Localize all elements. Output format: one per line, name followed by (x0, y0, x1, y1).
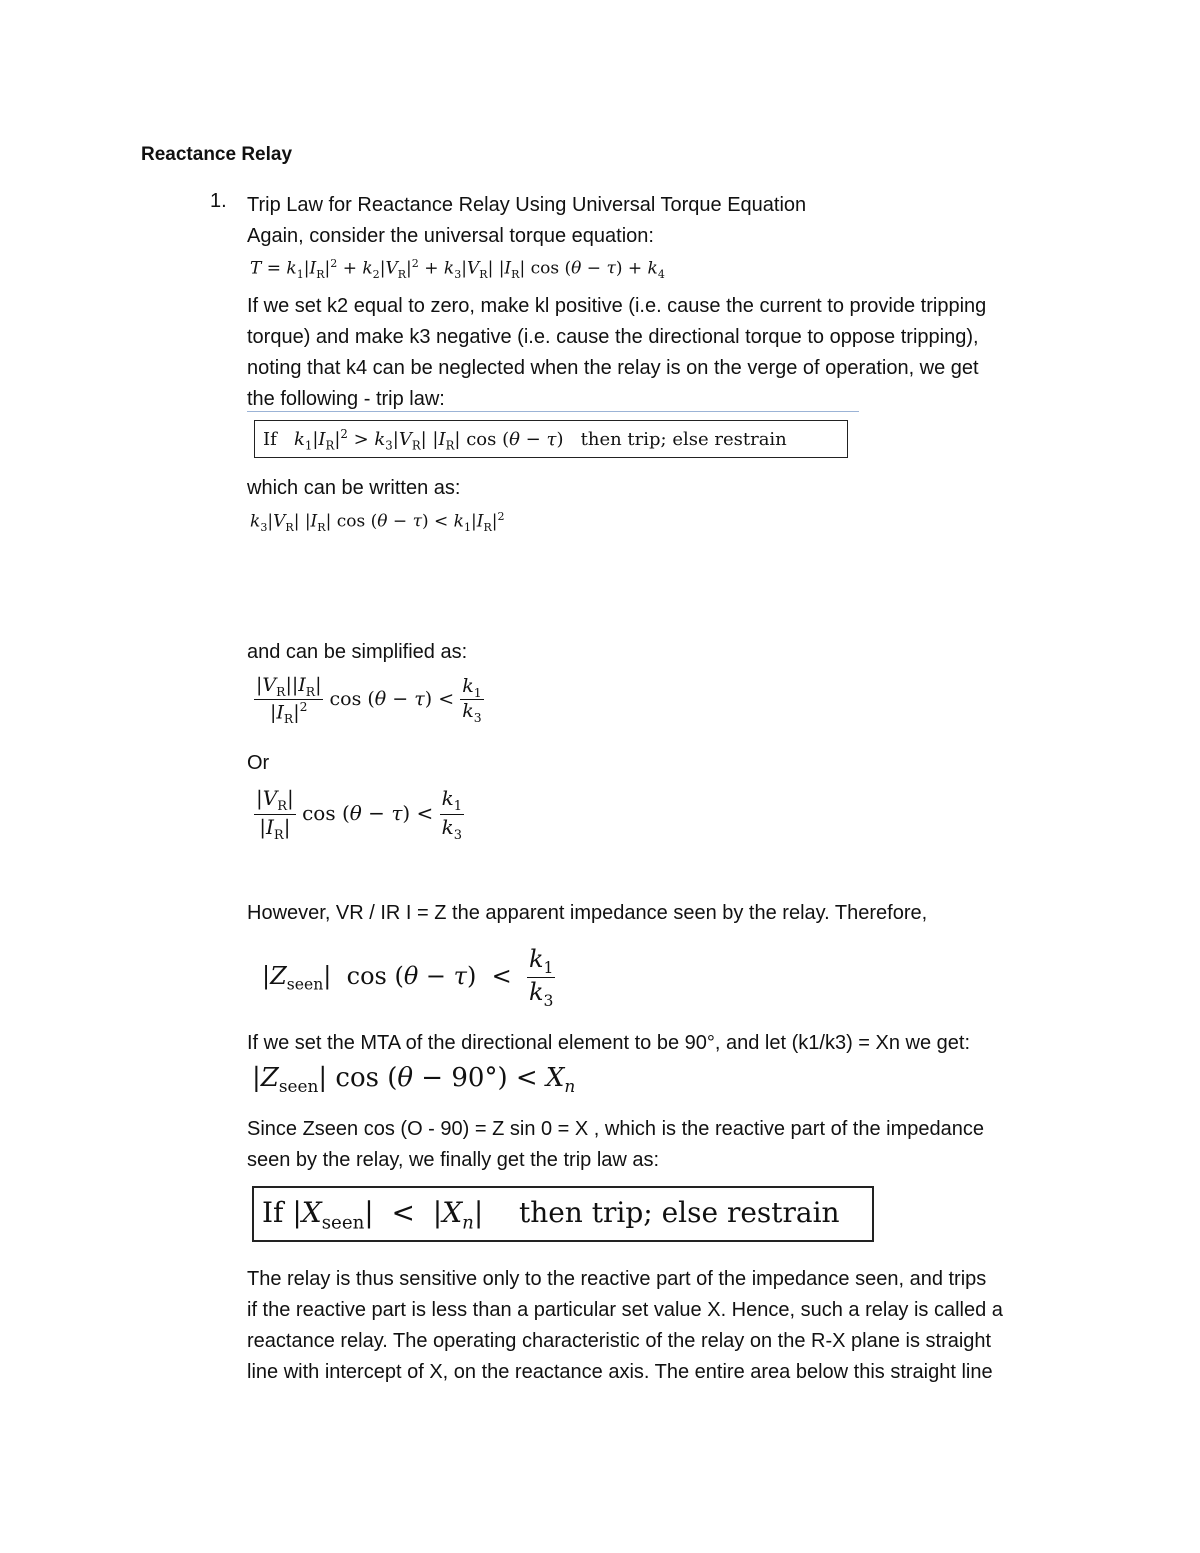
trip-law-box: If $k_1|I_R|^2 > k_3|V_R|$ $|I_R|$ cos (θ − τ) then trip; else restrain (254, 420, 848, 458)
section-heading: Trip Law for Reactance Relay Using Universal Torque Equation (247, 194, 807, 216)
since-line2: seen by the relay, we finally get the trip law as: (247, 1149, 660, 1171)
trip-if-label: If (263, 429, 277, 450)
inequality-3: $\frac{|V_R|}{|I_R|}$ cos (θ − τ) < $\frac{k_1}{k_3}$ (256, 786, 463, 843)
final-line4: line with intercept of X, on the reactance axis. The entire area below this straight line (247, 1361, 993, 1383)
or-text: Or (247, 752, 270, 774)
para1-line4: the following - trip law: (247, 388, 445, 410)
torque-equation: $T = k_1|I_R|^2 + k_2|V_R|^2 + k_3|V_R|$ $|I_R|$ $\cos (\theta - \tau) + k_4$ (250, 257, 665, 282)
para1-line1: If we set k2 equal to zero, make kl positive (i.e. cause the current to provide tripping (247, 295, 987, 317)
mta-text: If we set the MTA of the directional element to be 90°, and let (k1/k3) = Xn we get: (247, 1032, 971, 1054)
impedance-inequality: $|Z_{seen}|$ cos (θ − τ) < $\frac{k_1}{k_3}$ (262, 945, 554, 1010)
inequality-2: $\frac{|V_R||I_R|}{|I_R|^2}$ cos (θ − τ) < $\frac{k_1}{k_3}$ (256, 674, 482, 726)
final-line3: reactance relay. The operating characteristic of the relay on the R-X plane is straight (247, 1330, 992, 1352)
final-line1: The relay is thus sensitive only to the reactive part of the impedance seen, and trips (247, 1268, 987, 1290)
para1-line3: noting that k4 can be neglected when the relay is on the verge of operation, we get (247, 357, 979, 379)
intro-text: Again, consider the universal torque equation: (247, 225, 654, 247)
then-trip-label: then trip; else restrain (580, 429, 787, 450)
written-as-text: which can be written as: (247, 477, 461, 499)
para1-line2: torque) and make k3 negative (i.e. cause the directional torque to oppose tripping), (247, 326, 979, 348)
final-trip-law-box: If $|X_{seen}| < |X_n|$ then trip; else restrain (252, 1186, 874, 1242)
final-then-trip-label: then trip; else restrain (518, 1196, 840, 1229)
since-line1: Since Zseen cos (O - 90) = Z sin 0 = X , which is the reactive part of the impedance (247, 1118, 985, 1140)
final-line2: if the reactive part is less than a particular set value X. Hence, such a relay is called a (247, 1299, 1003, 1321)
final-trip-if-label: If (262, 1196, 284, 1229)
document-title: Reactance Relay (141, 144, 293, 165)
however-text: However, VR / IR I = Z the apparent impedance seen by the relay. Therefore, (247, 902, 928, 924)
mta-inequality: $|Z_{seen}|$ $\cos (\theta - 90^\circ) < X_n$ (252, 1063, 576, 1097)
section-number: 1. (210, 190, 227, 212)
simplified-as-text: and can be simplified as: (247, 641, 468, 663)
inequality-1: $k_3|V_R|$ $|I_R|$ $\cos (\theta - \tau) < k_1|I_R|^2$ (250, 510, 505, 535)
divider-line (247, 411, 859, 412)
